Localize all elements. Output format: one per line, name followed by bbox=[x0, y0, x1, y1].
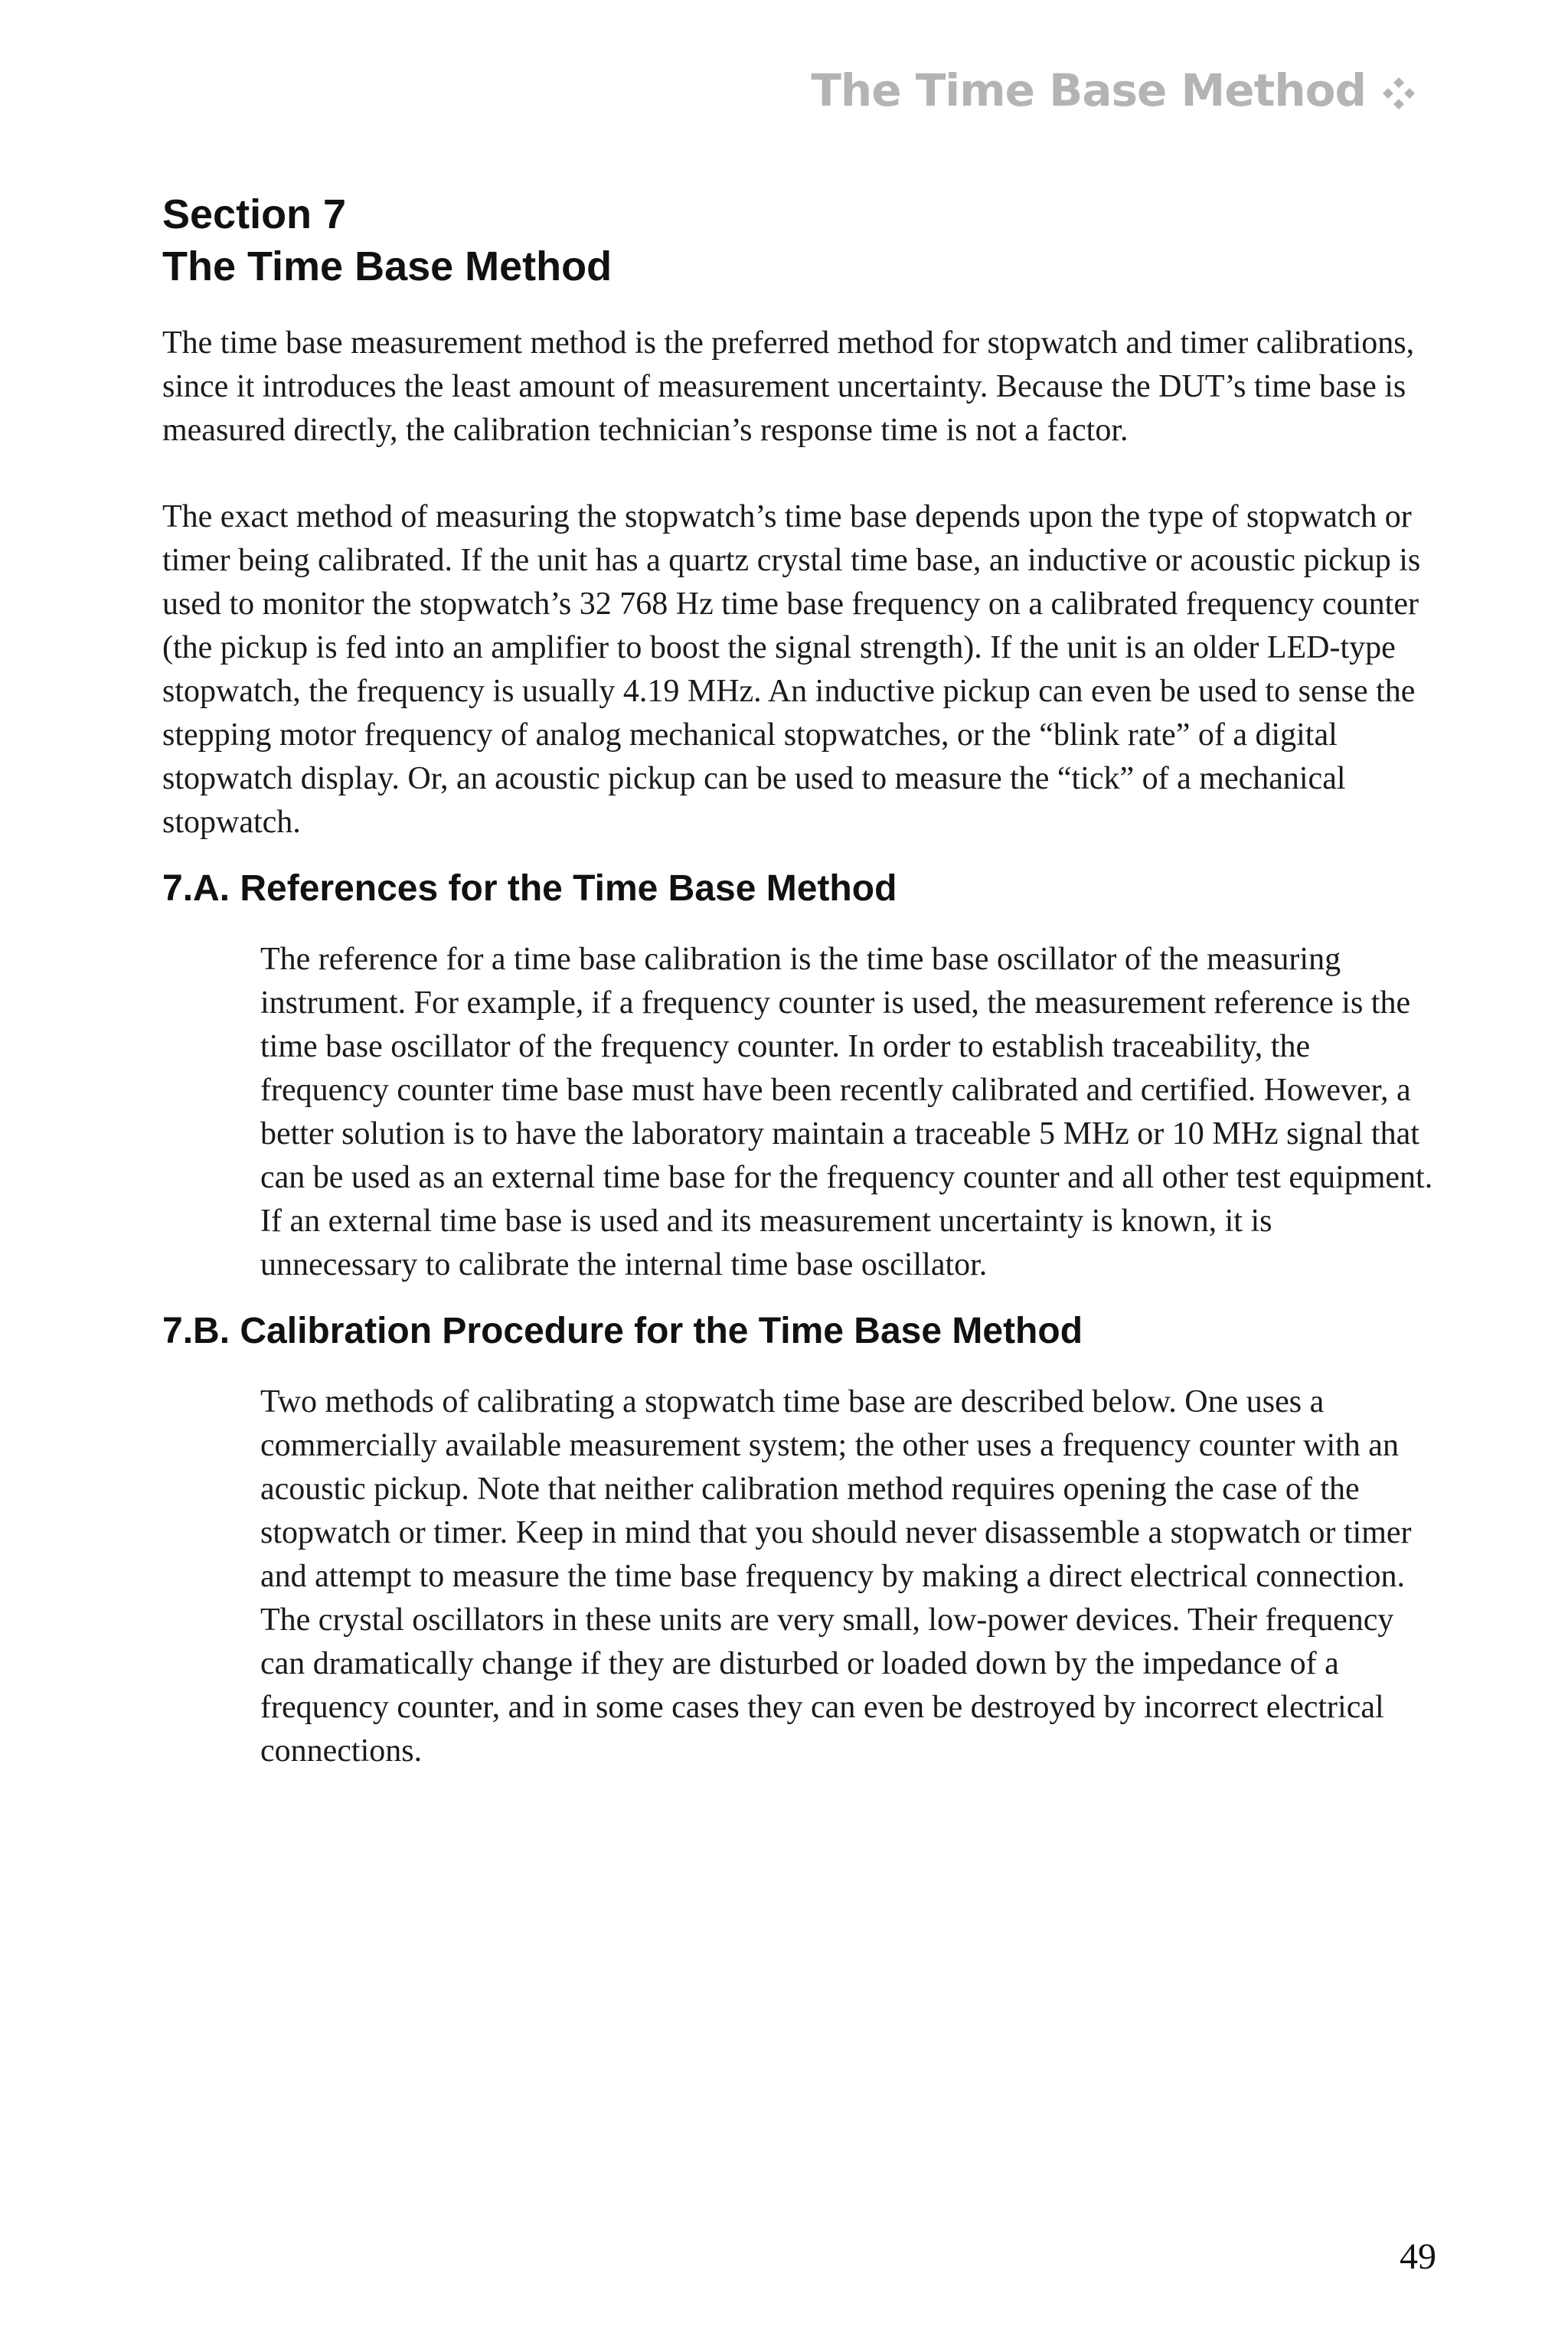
intro-paragraph-2: The exact method of measuring the stopwatch’s time base depends upon the type of stopwatch or timer being calibrated. If the unit has a quartz crystal time base, an inductive or acoustic pickup is used to monitor the stopwatch’s 32 768 Hz time base frequency on a calibrated frequency counter (the pickup is fed into an amplifier to boost the signal strength). If the unit is an older LED-type stopwatch, the frequency is usually 4.19 MHz. An inductive pickup can even be used to sense the stepping motor frequency of analog mechanical stopwatches, or the “blink rate” of a digital stopwatch display. Or, an acoustic pickup can be used to measure the “tick” of a mechanical stopwatch. bbox=[162, 499, 1421, 840]
main-content bbox=[162, 188, 1433, 1816]
subsection-b-paragraph: Two methods of calibrating a stopwatch time base are described below. One uses a commercially available measurement system; the other uses a frequency counter with an acoustic pickup. Note that neither calibration method requires opening the case of the stopwatch or timer. Keep in mind that you should never disassemble a stopwatch or timer and attempt to measure the time base frequency by making a direct electrical connection. The crystal oscillators in these units are very small, low-power devices. Their frequency can dramatically change if they are disturbed or loaded down by the impedance of a frequency counter, and in some cases they can even be destroyed by incorrect electrical connections. bbox=[260, 1384, 1412, 1769]
page-number: 49 bbox=[1400, 2236, 1436, 2277]
subsection-a-heading: 7.A. References for the Time Base Method bbox=[162, 868, 897, 909]
running-header-title: The Time Base Method bbox=[811, 64, 1366, 116]
subsection-a-paragraph: The reference for a time base calibration is the time base oscillator of the measuring instrument. For example, if a frequency counter is used, the measurement reference is the time base oscillator of the frequency counter. In order to establish traceability, the frequency counter time base must have been recently calibrated and certified. However, a better solution is to have the laboratory maintain a traceable 5 MHz or 10 MHz signal that can be used as an external time base for the frequency counter and all other test equipment. If an external time base is used and its measurement uncertainty is known, it is unnecessary to calibrate the internal time base oscillator. bbox=[260, 942, 1433, 1282]
intro-paragraph-1: The time base measurement method is the preferred method for stopwatch and timer calibrations, since it introduces the least amount of measurement uncertainty. Because the DUT’s time base is measured directly, the calibration technician’s response time is not a factor. bbox=[162, 325, 1415, 448]
running-header bbox=[811, 64, 1418, 116]
section-name: The Time Base Method bbox=[162, 243, 612, 289]
section-title bbox=[162, 188, 1433, 292]
section-number: Section 7 bbox=[162, 191, 347, 237]
subsection-b-heading: 7.B. Calibration Procedure for the Time Base Method bbox=[162, 1311, 1083, 1351]
four-diamond-ornament-icon bbox=[1380, 71, 1418, 109]
